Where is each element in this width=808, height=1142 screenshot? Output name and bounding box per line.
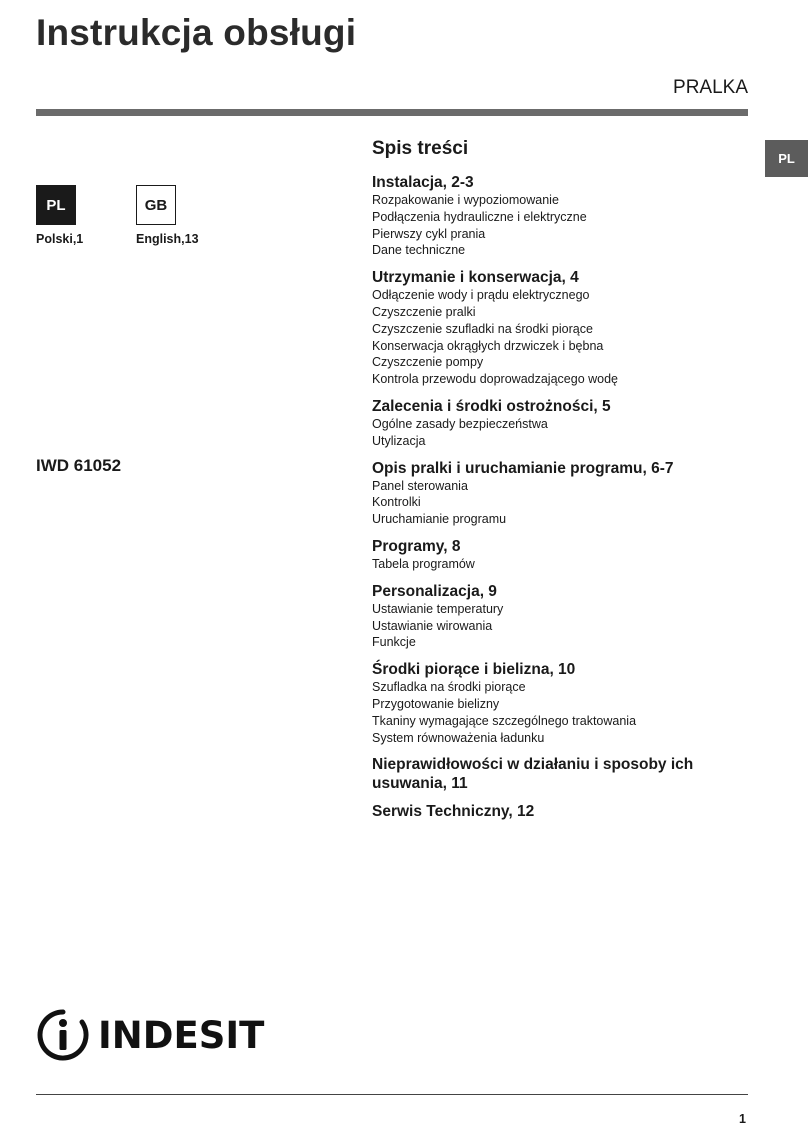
toc-section bbox=[372, 660, 752, 746]
toc-section-items bbox=[372, 556, 752, 573]
toc-section-title: Utrzymanie i konserwacja, 4 bbox=[372, 269, 579, 287]
table-of-contents bbox=[372, 137, 752, 830]
toc-section-title: Opis pralki i uruchamianie programu, 6-7 bbox=[372, 459, 674, 477]
toc-section-title: Instalacja, 2-3 bbox=[372, 174, 474, 191]
toc-item: Kontrola przewodu doprowadzającego wodę bbox=[372, 372, 618, 387]
toc-item: Ogólne zasady bezpieczeństwa bbox=[372, 416, 548, 431]
product-label: PRALKA bbox=[673, 77, 748, 98]
toc-section bbox=[372, 582, 752, 651]
language-caption-pl: Polski,1 bbox=[36, 232, 84, 246]
toc-item: Odłączenie wody i prądu elektrycznego bbox=[372, 288, 590, 303]
toc-section-title: Nieprawidłowości w działaniu i sposoby ich usuwania, 11 bbox=[372, 756, 694, 793]
toc-section bbox=[372, 755, 752, 793]
toc-section-title: Programy, 8 bbox=[372, 537, 461, 555]
model-number: IWD 61052 bbox=[36, 456, 122, 475]
toc-item: Ustawianie wirowania bbox=[372, 618, 493, 633]
toc-item: Konserwacja okrągłych drzwiczek i bębna bbox=[372, 338, 604, 353]
toc-heading: Spis treści bbox=[372, 138, 469, 159]
brand-name: INDESIT bbox=[98, 1013, 265, 1057]
toc-section bbox=[372, 173, 752, 259]
toc-item: Panel sterowania bbox=[372, 478, 468, 493]
toc-section-items bbox=[372, 679, 752, 746]
toc-section-items bbox=[372, 287, 752, 388]
toc-section-title: Serwis Techniczny, 12 bbox=[372, 803, 535, 821]
toc-item: System równoważenia ładunku bbox=[372, 730, 545, 745]
toc-section-title: Zalecenia i środki ostrożności, 5 bbox=[372, 397, 611, 415]
toc-item: Ustawianie temperatury bbox=[372, 601, 504, 616]
toc-item: Kontrolki bbox=[372, 495, 421, 510]
toc-item: Przygotowanie bielizny bbox=[372, 696, 500, 711]
brand-logo bbox=[36, 1008, 264, 1062]
language-tab: PL bbox=[765, 140, 808, 177]
footer-rule bbox=[36, 1094, 748, 1095]
toc-section bbox=[372, 537, 752, 573]
toc-item: Rozpakowanie i wypoziomowanie bbox=[372, 193, 559, 207]
toc-item: Czyszczenie pralki bbox=[372, 304, 476, 319]
indesit-logo-icon bbox=[36, 1008, 90, 1062]
toc-section-title: Personalizacja, 9 bbox=[372, 582, 497, 600]
toc-section-items bbox=[372, 192, 752, 259]
toc-section bbox=[372, 802, 752, 821]
language-caption-gb: English,13 bbox=[136, 232, 199, 246]
toc-section-items bbox=[372, 478, 752, 528]
toc-item: Czyszczenie szufladki na środki piorące bbox=[372, 321, 593, 336]
page-number: 1 bbox=[739, 1112, 746, 1126]
toc-item: Tkaniny wymagające szczególnego traktowania bbox=[372, 713, 637, 728]
toc-item: Podłączenia hydrauliczne i elektryczne bbox=[372, 209, 587, 224]
toc-section bbox=[372, 459, 752, 528]
header-rule bbox=[36, 109, 748, 116]
toc-section-title: Środki piorące i bielizna, 10 bbox=[372, 661, 576, 679]
toc-item: Szufladka na środki piorące bbox=[372, 680, 526, 695]
toc-section bbox=[372, 268, 752, 388]
toc-item: Utylizacja bbox=[372, 433, 426, 448]
toc-item: Uruchamianie programu bbox=[372, 512, 507, 527]
toc-item: Tabela programów bbox=[372, 556, 475, 571]
document-title: Instrukcja obsługi bbox=[36, 12, 357, 53]
toc-section-items bbox=[372, 416, 752, 450]
language-box-pl: PL bbox=[36, 185, 76, 225]
language-box-gb: GB bbox=[136, 185, 176, 225]
toc-item: Pierwszy cykl prania bbox=[372, 226, 486, 241]
toc-item: Dane techniczne bbox=[372, 243, 466, 258]
toc-item: Czyszczenie pompy bbox=[372, 355, 484, 370]
toc-section bbox=[372, 397, 752, 450]
toc-section-items bbox=[372, 601, 752, 651]
toc-sections bbox=[372, 173, 752, 821]
toc-item: Funkcje bbox=[372, 635, 416, 650]
